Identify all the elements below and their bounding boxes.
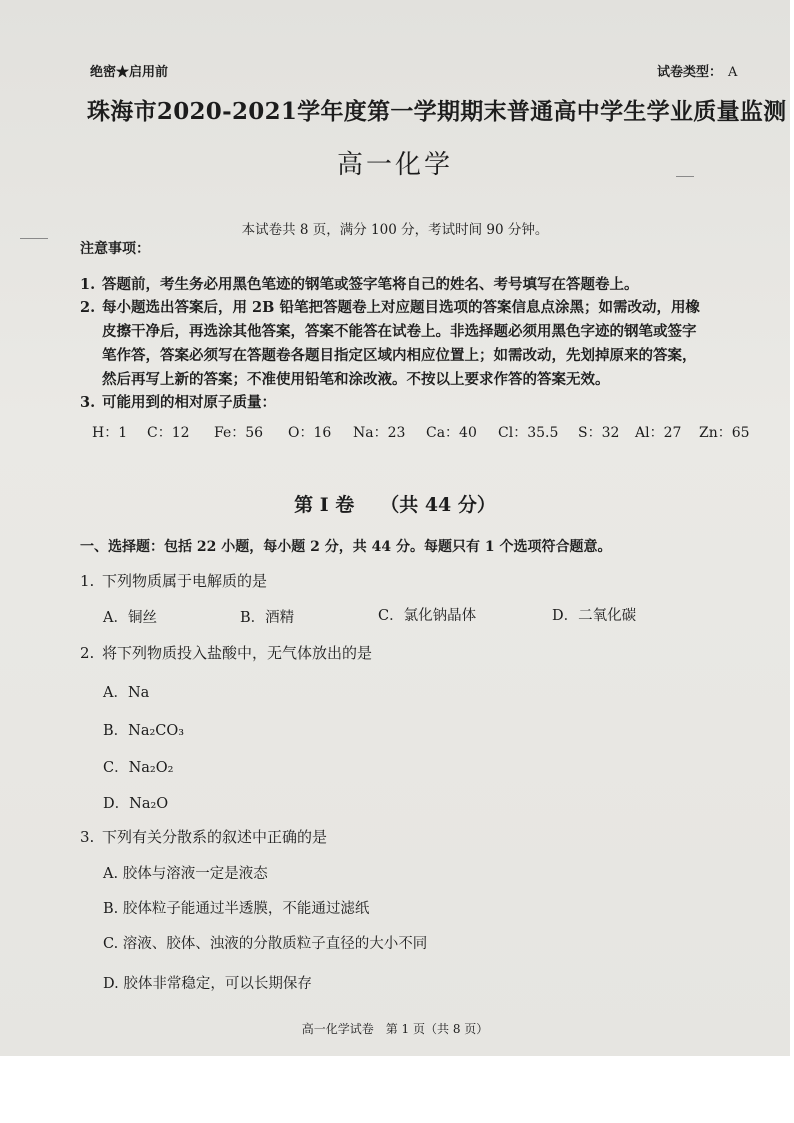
note-number: 3. (80, 394, 96, 411)
note-line: 每小题选出答案后，用 2B 铅笔把答题卷上对应题目选项的答案信息点涂黑；如需改动，用橡 (102, 299, 700, 316)
section-instructions: 一、选择题：包括 22 小题，每小题 2 分，共 44 分。每题只有 1 个选项符合题意。 (80, 539, 612, 555)
atomic-mass: S：32 (578, 425, 620, 441)
option-d: D．Na₂O (103, 796, 169, 812)
paper-type (657, 61, 737, 80)
note-number: 1. (80, 276, 96, 293)
option-c: C. 溶液、胶体、浊液的分散质粒子直径的大小不同 (103, 936, 428, 952)
question-stem: 下列物质属于电解质的是 (102, 572, 268, 590)
option-a: A. 胶体与溶液一定是液态 (103, 866, 268, 882)
page-footer: 高一化学试卷 第 1 页（共 8 页） (301, 1022, 489, 1036)
section-name: 第 I 卷 (294, 494, 355, 516)
atomic-mass: O：16 (288, 425, 332, 441)
note-item-2 (80, 297, 700, 319)
option-b: B．Na₂CO₃ (103, 723, 185, 739)
exam-title: 珠海市2020-2021学年度第一学期期末普通高中学生学业质量监测 (87, 98, 787, 125)
paper-type-value: A (728, 65, 738, 80)
paper-type-label: 试卷类型： (657, 65, 723, 80)
scan-mark (20, 238, 48, 239)
atomic-mass: Fe：56 (214, 425, 264, 441)
question-number: 2. (80, 644, 95, 662)
option-d: D．二氧化碳 (552, 608, 637, 624)
atomic-mass: Al：27 (635, 425, 682, 441)
note-number: 2. (80, 299, 96, 316)
exam-info: 本试卷共 8 页，满分 100 分，考试时间 90 分钟。 (241, 222, 549, 238)
atomic-mass: C：12 (147, 425, 190, 441)
note-item-3 (80, 392, 276, 414)
note-line: 皮擦干净后，再选涂其他答案，答案不能答在试卷上。非选择题必须用黑色字迹的钢笔或签字 (102, 323, 697, 340)
notes-heading: 注意事项： (80, 241, 150, 257)
option-b: B. 胶体粒子能通过半透膜，不能通过滤纸 (103, 901, 370, 917)
question-number: 3. (80, 828, 95, 846)
section-title (0, 490, 790, 517)
question-number: 1. (80, 572, 95, 590)
atomic-mass: Na：23 (353, 425, 406, 441)
question-2 (80, 642, 372, 663)
question-3 (80, 826, 327, 847)
atomic-mass: Zn：65 (699, 425, 750, 441)
note-line: 答题前，考生务必用黑色笔迹的钢笔或签字笔将自己的姓名、考号填写在答题卷上。 (102, 276, 639, 293)
atomic-mass: Cl：35.5 (498, 425, 559, 441)
note-item-1 (80, 274, 639, 296)
question-stem: 将下列物质投入盐酸中，无气体放出的是 (102, 644, 373, 662)
option-a: A．铜丝 (103, 610, 157, 626)
question-stem: 下列有关分散系的叙述中正确的是 (102, 828, 328, 846)
subject-title: 高一化学 (336, 150, 453, 180)
option-b: B．酒精 (240, 610, 295, 626)
option-a: A．Na (103, 685, 150, 701)
section-points: （共 44 分） (380, 494, 496, 516)
confidential-label: 绝密★启用前 (90, 65, 169, 80)
option-c: C．氯化钠晶体 (378, 608, 477, 624)
note-line: 笔作答，答案必须写在答题卷各题目指定区域内相应位置上；如需改动，先划掉原来的答案， (102, 347, 697, 364)
note-line: 然后再写上新的答案；不准使用铅笔和涂改液。不按以上要求作答的答案无效。 (102, 371, 610, 388)
atomic-mass: Ca：40 (426, 425, 477, 441)
option-d: D. 胶体非常稳定，可以长期保存 (103, 976, 312, 992)
atomic-mass: H：1 (92, 425, 128, 441)
question-1 (80, 570, 267, 591)
note-line: 可能用到的相对原子质量： (102, 394, 276, 411)
option-c: C．Na₂O₂ (103, 760, 174, 776)
